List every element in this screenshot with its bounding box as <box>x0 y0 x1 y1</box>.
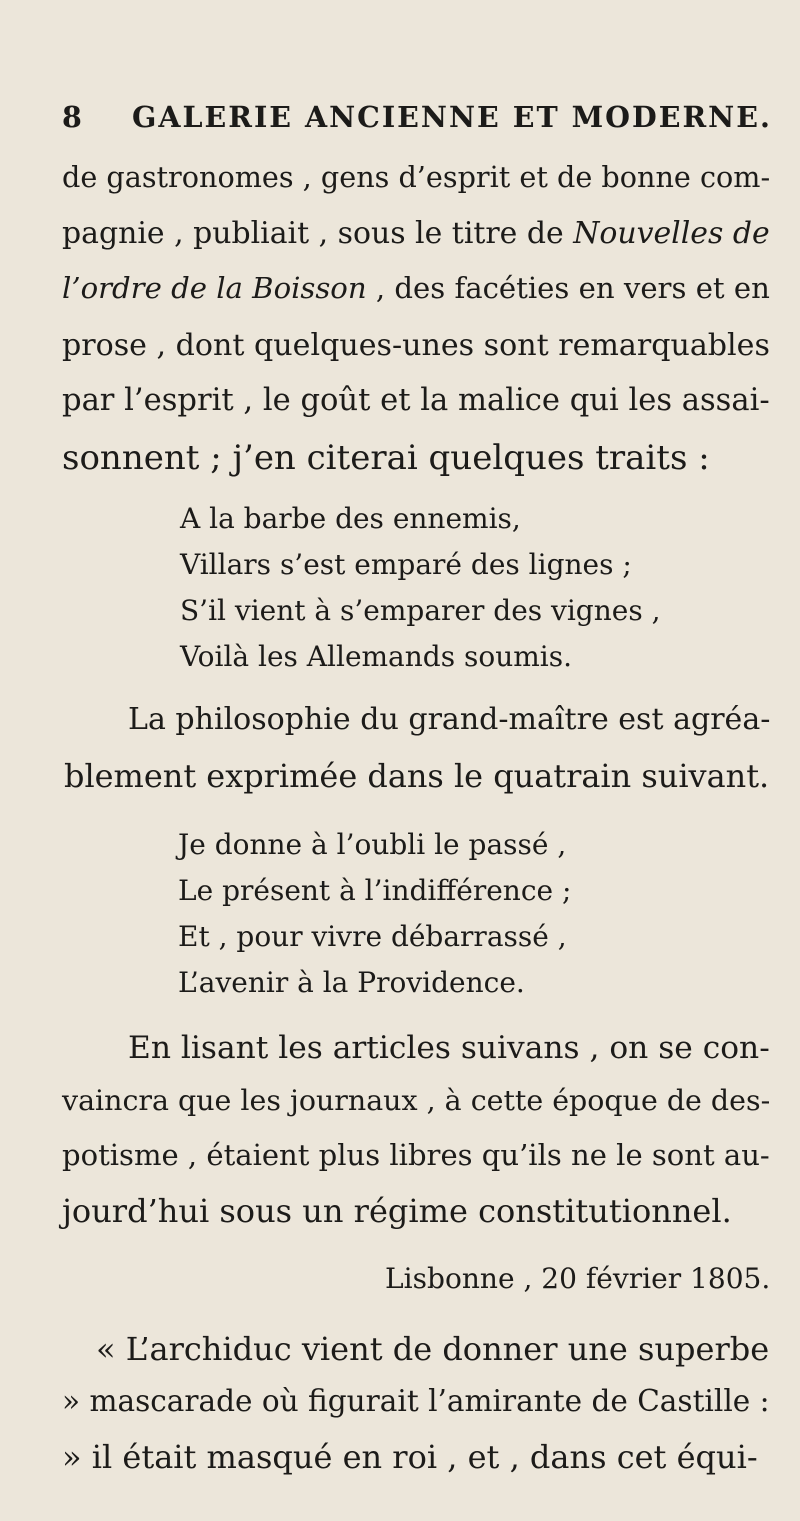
text-line: par l’esprit , le goût et la malice qui les assai- <box>62 383 770 418</box>
text-span: pagnie , publiait , sous le titre de <box>62 216 574 251</box>
text-line <box>62 271 770 305</box>
text-line: » mascarade où figurait l’amirante de Castille : <box>62 1384 770 1418</box>
text-line: sonnent ; j’en citerai quelques traits : <box>62 438 710 478</box>
dateline: Lisbonne , 20 février 1805. <box>385 1262 771 1295</box>
running-title: GALERIE ANCIENNE ET MODERNE. <box>132 100 772 134</box>
text-line: En lisant les articles suivans , on se con- <box>128 1030 770 1066</box>
text-line: « L’archiduc vient de donner une superbe <box>96 1330 770 1368</box>
text-span: , des facéties en vers et en <box>366 271 770 305</box>
verse-line: A la barbe des ennemis, <box>180 502 521 535</box>
text-line: prose , dont quelques-unes sont remarquables <box>62 328 770 363</box>
italic-title: Nouvelles de <box>573 216 770 251</box>
verse-line: Villars s’est emparé des lignes ; <box>180 548 632 581</box>
page-number: 8 <box>62 100 84 134</box>
italic-title: l’ordre de la Boisson <box>62 271 367 305</box>
verse-line: S’il vient à s’emparer des vignes , <box>180 594 661 627</box>
text-line: vaincra que les journaux , à cette époque de des- <box>62 1084 771 1117</box>
text-line: La philosophie du grand-maître est agréa- <box>128 702 771 737</box>
verse-line: Voilà les Allemands soumis. <box>180 640 573 673</box>
text-line: blement exprimée dans le quatrain suivant. <box>64 757 770 795</box>
verse-line: Je donne à l’oubli le passé , <box>178 828 567 861</box>
text-line: de gastronomes , gens d’esprit et de bonne com- <box>62 160 771 194</box>
verse-line: L’avenir à la Providence. <box>178 966 525 999</box>
verse-line: Et , pour vivre débarrassé , <box>178 920 567 953</box>
text-line <box>62 216 770 251</box>
running-header <box>62 100 772 134</box>
verse-line: Le présent à l’indifférence ; <box>178 874 572 907</box>
text-line: jourd’hui sous un régime constitutionnel. <box>62 1192 732 1230</box>
text-line: potisme , étaient plus libres qu’ils ne le sont au- <box>62 1138 770 1172</box>
text-line: » il était masqué en roi , et , dans cet équi- <box>62 1438 758 1476</box>
